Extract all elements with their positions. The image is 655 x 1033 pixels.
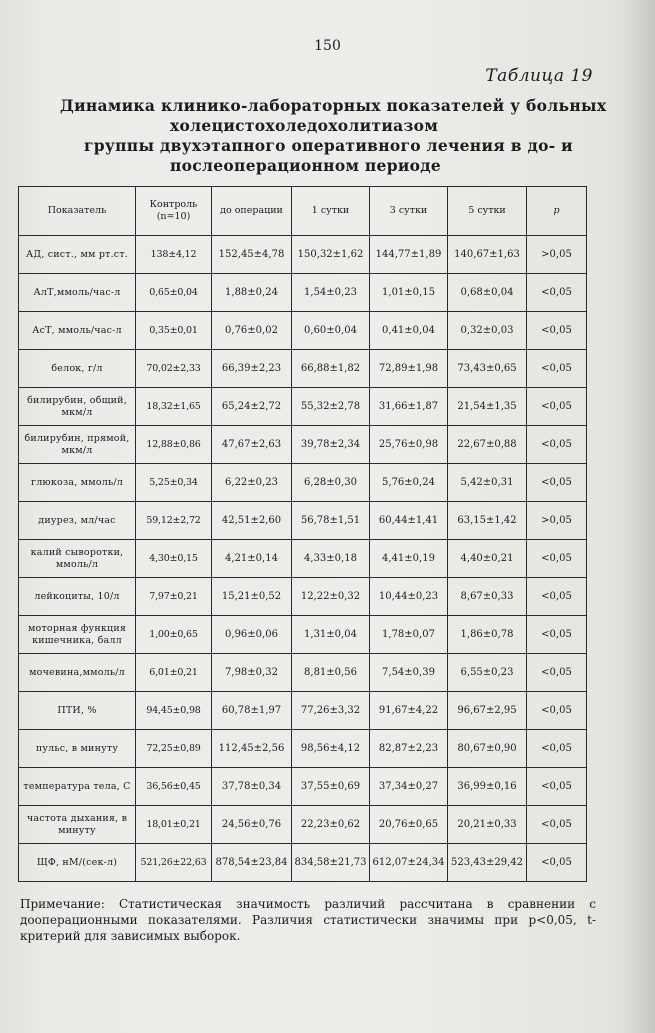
- p-value-cell: <0,05: [527, 806, 587, 844]
- value-cell: 20,21±0,33: [448, 806, 527, 844]
- value-cell: 56,78±1,51: [292, 502, 370, 540]
- value-cell: 7,98±0,32: [212, 654, 292, 692]
- value-cell: 834,58±21,73: [292, 844, 370, 882]
- value-cell: 39,78±2,34: [292, 426, 370, 464]
- value-cell: 112,45±2,56: [212, 730, 292, 768]
- value-cell: 96,67±2,95: [448, 692, 527, 730]
- table-caption: Таблица 19: [485, 66, 593, 86]
- value-cell: 1,88±0,24: [212, 274, 292, 312]
- table-title: [40, 96, 615, 176]
- value-cell: 55,32±2,78: [292, 388, 370, 426]
- table-header-row: [19, 187, 587, 236]
- indicator-name-cell: пульс, в минуту: [19, 730, 136, 768]
- table-row: [19, 426, 587, 464]
- p-value-cell: <0,05: [527, 730, 587, 768]
- value-cell: 77,26±3,32: [292, 692, 370, 730]
- p-value-cell: >0,05: [527, 236, 587, 274]
- indicator-name-cell: мочевина,ммоль/л: [19, 654, 136, 692]
- value-cell: 138±4,12: [136, 236, 212, 274]
- value-cell: 25,76±0,98: [370, 426, 448, 464]
- value-cell: 0,68±0,04: [448, 274, 527, 312]
- value-cell: 1,31±0,04: [292, 616, 370, 654]
- value-cell: 59,12±2,72: [136, 502, 212, 540]
- value-cell: 1,54±0,23: [292, 274, 370, 312]
- value-cell: 12,22±0,32: [292, 578, 370, 616]
- indicator-name-cell: билирубин, общий, мкм/л: [19, 388, 136, 426]
- value-cell: 4,33±0,18: [292, 540, 370, 578]
- table-row: [19, 464, 587, 502]
- column-header: Контроль (n=10): [136, 187, 212, 236]
- p-value-cell: >0,05: [527, 502, 587, 540]
- value-cell: 1,86±0,78: [448, 616, 527, 654]
- indicator-name-cell: АД, сист., мм рт.ст.: [19, 236, 136, 274]
- p-value-cell: <0,05: [527, 350, 587, 388]
- table-row: [19, 350, 587, 388]
- p-value-cell: <0,05: [527, 388, 587, 426]
- value-cell: 20,76±0,65: [370, 806, 448, 844]
- value-cell: 6,01±0,21: [136, 654, 212, 692]
- indicator-name-cell: диурез, мл/час: [19, 502, 136, 540]
- value-cell: 4,41±0,19: [370, 540, 448, 578]
- value-cell: 0,60±0,04: [292, 312, 370, 350]
- table-row: [19, 540, 587, 578]
- value-cell: 7,97±0,21: [136, 578, 212, 616]
- table-row: [19, 692, 587, 730]
- value-cell: 521,26±22,63: [136, 844, 212, 882]
- value-cell: 21,54±1,35: [448, 388, 527, 426]
- p-value-cell: <0,05: [527, 654, 587, 692]
- table-row: [19, 654, 587, 692]
- value-cell: 0,65±0,04: [136, 274, 212, 312]
- title-line: послеоперационном периоде: [170, 156, 442, 175]
- value-cell: 22,67±0,88: [448, 426, 527, 464]
- indicator-name-cell: АсТ, ммоль/час-л: [19, 312, 136, 350]
- value-cell: 144,77±1,89: [370, 236, 448, 274]
- p-value-cell: <0,05: [527, 616, 587, 654]
- indicator-name-cell: белок, г/л: [19, 350, 136, 388]
- table-row: [19, 768, 587, 806]
- value-cell: 1,00±0,65: [136, 616, 212, 654]
- value-cell: 6,55±0,23: [448, 654, 527, 692]
- p-value-cell: <0,05: [527, 426, 587, 464]
- p-value-cell: <0,05: [527, 692, 587, 730]
- table-row: [19, 730, 587, 768]
- value-cell: 5,76±0,24: [370, 464, 448, 502]
- indicator-name-cell: лейкоциты, 10/л: [19, 578, 136, 616]
- value-cell: 37,55±0,69: [292, 768, 370, 806]
- p-value-cell: <0,05: [527, 274, 587, 312]
- table-row: [19, 388, 587, 426]
- value-cell: 72,89±1,98: [370, 350, 448, 388]
- indicator-name-cell: глюкоза, ммоль/л: [19, 464, 136, 502]
- value-cell: 73,43±0,65: [448, 350, 527, 388]
- indicator-name-cell: моторная функция кишечника, балл: [19, 616, 136, 654]
- p-value-cell: <0,05: [527, 312, 587, 350]
- title-line: холецистохоледохолитиазом: [170, 116, 439, 135]
- column-header: 1 сутки: [292, 187, 370, 236]
- title-line: группы двухэтапного оперативного лечения в до- и: [84, 136, 573, 155]
- value-cell: 6,28±0,30: [292, 464, 370, 502]
- value-cell: 24,56±0,76: [212, 806, 292, 844]
- value-cell: 878,54±23,84: [212, 844, 292, 882]
- value-cell: 22,23±0,62: [292, 806, 370, 844]
- value-cell: 0,32±0,03: [448, 312, 527, 350]
- value-cell: 12,88±0,86: [136, 426, 212, 464]
- table-row: [19, 274, 587, 312]
- table-row: [19, 312, 587, 350]
- value-cell: 80,67±0,90: [448, 730, 527, 768]
- table-row: [19, 502, 587, 540]
- column-header: 3 сутки: [370, 187, 448, 236]
- p-value-cell: <0,05: [527, 768, 587, 806]
- title-line: Динамика клинико-лабораторных показателей у больных: [60, 96, 607, 115]
- column-header: p: [527, 187, 587, 236]
- value-cell: 36,99±0,16: [448, 768, 527, 806]
- value-cell: 150,32±1,62: [292, 236, 370, 274]
- indicator-name-cell: билирубин, прямой, мкм/л: [19, 426, 136, 464]
- indicator-name-cell: АлТ,ммоль/час-л: [19, 274, 136, 312]
- value-cell: 18,01±0,21: [136, 806, 212, 844]
- table-row: [19, 578, 587, 616]
- p-value-cell: <0,05: [527, 844, 587, 882]
- value-cell: 98,56±4,12: [292, 730, 370, 768]
- value-cell: 4,30±0,15: [136, 540, 212, 578]
- value-cell: 0,35±0,01: [136, 312, 212, 350]
- value-cell: 66,88±1,82: [292, 350, 370, 388]
- indicator-name-cell: ЩФ, нМ/(сек-л): [19, 844, 136, 882]
- value-cell: 94,45±0,98: [136, 692, 212, 730]
- value-cell: 0,76±0,02: [212, 312, 292, 350]
- value-cell: 8,81±0,56: [292, 654, 370, 692]
- value-cell: 65,24±2,72: [212, 388, 292, 426]
- value-cell: 6,22±0,23: [212, 464, 292, 502]
- value-cell: 1,78±0,07: [370, 616, 448, 654]
- value-cell: 72,25±0,89: [136, 730, 212, 768]
- value-cell: 63,15±1,42: [448, 502, 527, 540]
- column-header: до операции: [212, 187, 292, 236]
- indicator-name-cell: ПТИ, %: [19, 692, 136, 730]
- value-cell: 10,44±0,23: [370, 578, 448, 616]
- lab-indicators-table: [18, 186, 587, 882]
- page-edge-shadow: [627, 0, 655, 1033]
- value-cell: 152,45±4,78: [212, 236, 292, 274]
- value-cell: 1,01±0,15: [370, 274, 448, 312]
- indicator-name-cell: калий сыворотки, ммоль/л: [19, 540, 136, 578]
- value-cell: 18,32±1,65: [136, 388, 212, 426]
- value-cell: 31,66±1,87: [370, 388, 448, 426]
- indicator-name-cell: частота дыхания, в минуту: [19, 806, 136, 844]
- value-cell: 36,56±0,45: [136, 768, 212, 806]
- value-cell: 60,44±1,41: [370, 502, 448, 540]
- value-cell: 37,78±0,34: [212, 768, 292, 806]
- p-value-cell: <0,05: [527, 578, 587, 616]
- value-cell: 612,07±24,34: [370, 844, 448, 882]
- value-cell: 82,87±2,23: [370, 730, 448, 768]
- p-value-cell: <0,05: [527, 464, 587, 502]
- table-row: [19, 616, 587, 654]
- value-cell: 5,25±0,34: [136, 464, 212, 502]
- table-row: [19, 844, 587, 882]
- value-cell: 15,21±0,52: [212, 578, 292, 616]
- value-cell: 4,21±0,14: [212, 540, 292, 578]
- p-value-cell: <0,05: [527, 540, 587, 578]
- table-body: [19, 236, 587, 882]
- value-cell: 523,43±29,42: [448, 844, 527, 882]
- column-header: Показатель: [19, 187, 136, 236]
- value-cell: 42,51±2,60: [212, 502, 292, 540]
- value-cell: 0,41±0,04: [370, 312, 448, 350]
- value-cell: 37,34±0,27: [370, 768, 448, 806]
- table-row: [19, 806, 587, 844]
- value-cell: 66,39±2,23: [212, 350, 292, 388]
- indicator-name-cell: температура тела, С: [19, 768, 136, 806]
- value-cell: 5,42±0,31: [448, 464, 527, 502]
- table-row: [19, 236, 587, 274]
- value-cell: 91,67±4,22: [370, 692, 448, 730]
- column-header: 5 сутки: [448, 187, 527, 236]
- table-note: Примечание: Статистическая значимость различий рассчитана в сравнении с дооперационными показателями. Различия статистически значимы при p<0,05, t-критерий для зависимых выборок.: [20, 897, 596, 943]
- value-cell: 8,67±0,33: [448, 578, 527, 616]
- value-cell: 7,54±0,39: [370, 654, 448, 692]
- value-cell: 70,02±2,33: [136, 350, 212, 388]
- value-cell: 4,40±0,21: [448, 540, 527, 578]
- value-cell: 60,78±1,97: [212, 692, 292, 730]
- value-cell: 47,67±2,63: [212, 426, 292, 464]
- value-cell: 140,67±1,63: [448, 236, 527, 274]
- page-number: 150: [314, 38, 341, 54]
- value-cell: 0,96±0,06: [212, 616, 292, 654]
